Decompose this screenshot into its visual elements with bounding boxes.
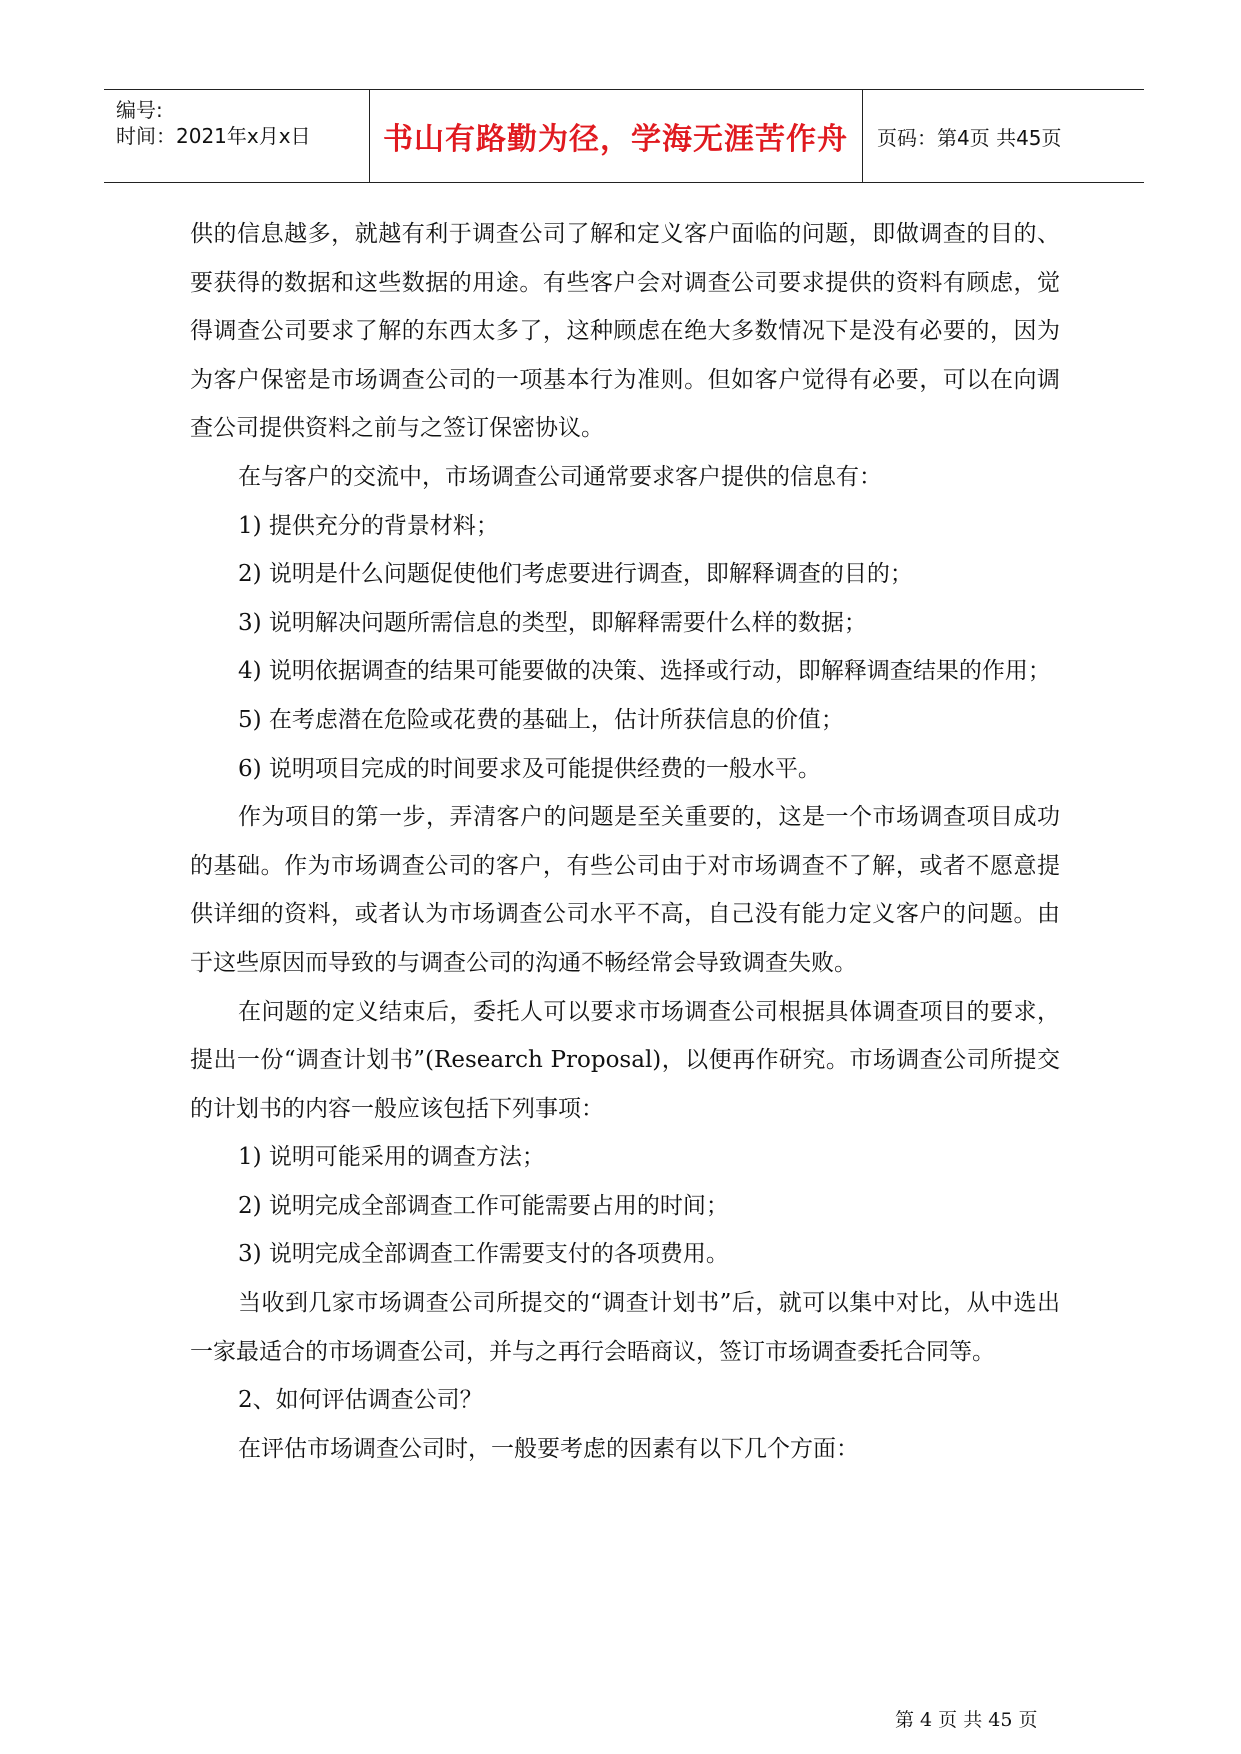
paragraph: 5) 在考虑潜在危险或花费的基础上，估计所获信息的价值； — [238, 706, 844, 733]
page-footer: 第 4 页 共 45 页 — [895, 1709, 1038, 1731]
paragraph: 4) 说明依据调查的结果可能要做的决策、选择或行动，即解释调查结果的作用； — [238, 658, 1051, 685]
paragraph: 当收到几家市场调查公司所提交的“调查计划书”后，就可以集中对比，从中选出一家最适合的市场调查公司，并与之再行会晤商议，签订市场调查委托合同等。 — [190, 1290, 1060, 1365]
paragraph: 在与客户的交流中，市场调查公司通常要求客户提供的信息有： — [238, 463, 882, 490]
paragraph: 作为项目的第一步，弄清客户的问题是至关重要的，这是一个市场调查项目成功的基础。作为市场调查公司的客户，有些公司由于对市场调查不了解，或者不愿意提供详细的资料，或者认为市场调查公司水平不高，自己没有能力定义客户的问题。由于这些原因而导致的与调查公司的沟通不畅经常会导致调查失败。 — [190, 804, 1060, 976]
number-label: 编号: — [116, 98, 163, 122]
paragraph: 在评估市场调查公司时，一般要考虑的因素有以下几个方面： — [238, 1435, 859, 1462]
document-body — [190, 210, 1060, 1473]
header-left-cell — [104, 90, 370, 182]
header-middle-cell — [369, 90, 863, 182]
paragraph: 2、如何评估调查公司？ — [238, 1387, 483, 1414]
paragraph: 3) 说明解决问题所需信息的类型，即解释需要什么样的数据； — [238, 609, 867, 636]
header-right-cell — [863, 90, 1143, 182]
paragraph: 3) 说明完成全部调查工作需要支付的各项费用。 — [238, 1241, 729, 1268]
motto: 书山有路勤为径，学海无涯苦作舟 — [383, 122, 848, 157]
page-code: 页码：第4页 共45页 — [877, 125, 1062, 150]
time-label: 时间：2021年x月x日 — [116, 124, 311, 148]
paragraph: 1) 提供充分的背景材料； — [238, 512, 499, 539]
paragraph: 供的信息越多，就越有利于调查公司了解和定义客户面临的问题，即做调查的目的、要获得的数据和这些数据的用途。有些客户会对调查公司要求提供的资料有顾虑，觉得调查公司要求了解的东西太多了，这种顾虑在绝大多数情况下是没有必要的，因为为客户保密是市场调查公司的一项基本行为准则。但如客户觉得有必要，可以在向调查公司提供资料之前与之签订保密协议。 — [190, 221, 1060, 442]
paragraph: 在问题的定义结束后，委托人可以要求市场调查公司根据具体调查项目的要求，提出一份“调查计划书”(Research Proposal)，以便再作研究。市场调查公司所提交的计划书的内容一般应该包括下列事项： — [190, 998, 1060, 1122]
paragraph: 1) 说明可能采用的调查方法； — [238, 1144, 545, 1171]
paragraph: 6) 说明项目完成的时间要求及可能提供经费的一般水平。 — [238, 755, 821, 782]
page-header — [104, 89, 1144, 183]
paragraph: 2) 说明是什么问题促使他们考虑要进行调查，即解释调查的目的； — [238, 561, 913, 588]
paragraph: 2) 说明完成全部调查工作可能需要占用的时间； — [238, 1192, 729, 1219]
